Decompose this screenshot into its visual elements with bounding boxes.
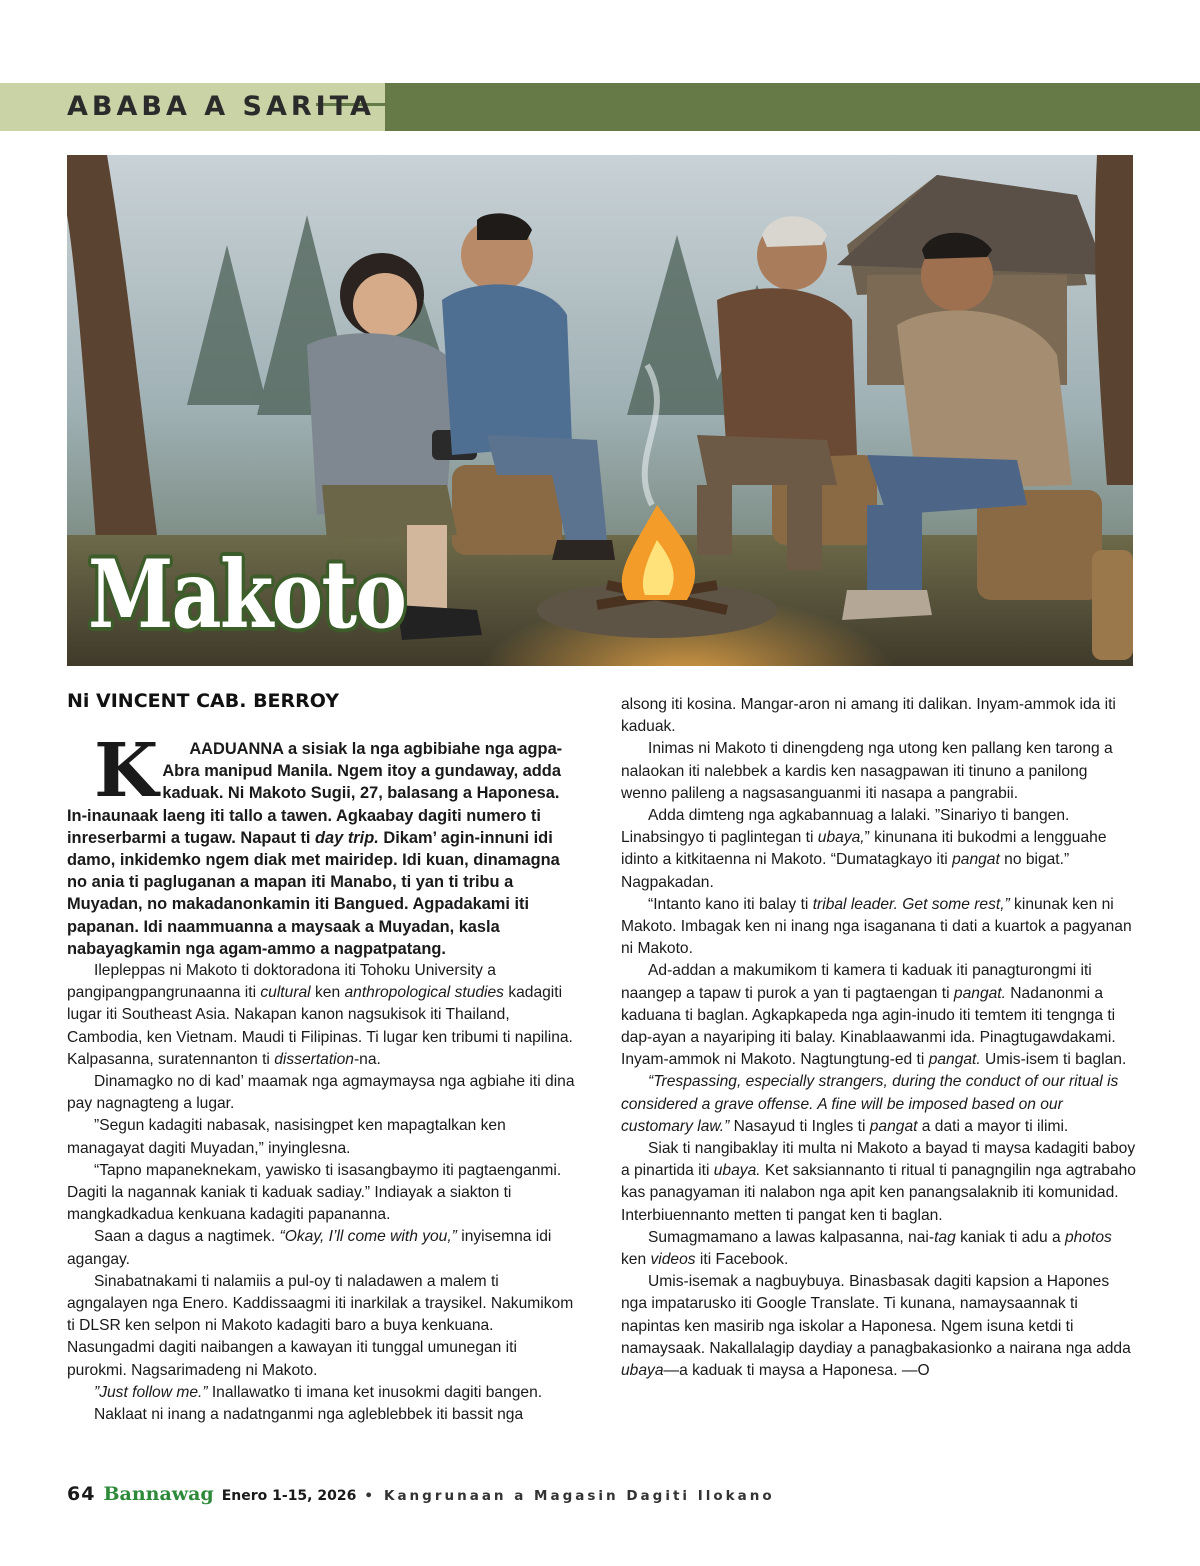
- lead-text-cont: Dikam’ agin-innuni idi damo, inkidemko ngem diak met mairidep. Idi kuan, dinamagna no ania ti pagluganan a mapan iti Manabo, ti yan ti tribu a Muyadan, no makadanonkamin iti Bangued. Agpadakami iti papanan. Idi naammuanna a maysaak a Muyadan, kasla nabayagkamin nga agam-ammo a nagpatpatang.: [67, 828, 560, 958]
- magazine-name: Bannawag: [103, 1483, 214, 1505]
- body-paragraph: ”Just follow me.” Inallawatko ti imana ket inusokmi dagiti bangen.: [94, 1383, 543, 1401]
- body-paragraph: Dinamagko no di kad’ maamak nga agmaymaysa nga agbiahe iti dina pay nagnagteng a lugar.: [67, 1073, 575, 1113]
- issue-date: Enero 1-15, 2026: [221, 1488, 357, 1504]
- section-title: ABABA A SARITA: [67, 91, 375, 122]
- byline: Ni VINCENT CAB. BERROY: [67, 690, 340, 712]
- body-paragraph: Sumagmamano a lawas kalpasanna, nai-tag kaniak ti adu a photos ken videos iti Facebook.: [621, 1228, 1112, 1269]
- body-paragraph: Adda dimteng nga agkabannuag a lalaki. ”Sinariyo ti bangen. Linabsingyo ti paglintegan ti ubaya,” kinunana iti bukodmi a lengguahe idinto a kitkitaenna ni Makoto. “Dumatagkayo iti pangat no bigat.” Nagpakadan.: [621, 807, 1107, 891]
- drop-cap: K: [94, 728, 159, 814]
- story-title: Makoto: [88, 540, 406, 650]
- magazine-tagline: Kangrunaan a Magasin Dagiti Ilokano: [383, 1488, 775, 1504]
- body-paragraph: alsong iti kosina. Mangar-aron ni amang iti dalikan. Inyam-ammok ida iti kaduak.: [621, 696, 1116, 736]
- body-paragraph: Siak ti nangibaklay iti multa ni Makoto a bayad ti maysa kadagiti baboy a pinartida iti ubaya. Ket saksiannanto ti ritual ti panagngilin nga agtrabaho kas panagyaman iti nalabon nga apit ken panangsalaknib iti komunidad. Interbiuennanto metten ti pangat ken ti baglan.: [621, 1140, 1136, 1224]
- body-paragraph: Ilepleppas ni Makoto ti doktoradona iti Tohoku University a pangipangpangrunaanna iti cultural ken anthropological studies kadagiti lugar iti Southeast Asia. Nakapan kanon nagsukisok iti Thailand, Cambodia, ken Vietnam. Maudi ti Filipinas. Ti lugar ken tribumi ti napilina. Kalpasanna, suratennanton ti dissertation-na.: [67, 962, 573, 1068]
- section-bar-dark: [385, 83, 1200, 131]
- section-header-bar: [0, 83, 1200, 131]
- article-column-2: [621, 694, 1136, 1382]
- body-paragraph: Saan a dagus a nagtimek. “Okay, I’ll come with you,” inyisemna idi agangay.: [67, 1228, 552, 1268]
- lead-italic: day trip.: [315, 828, 379, 847]
- body-paragraph: “Tapno mapaneknekam, yawisko ti isasangbaymo iti pagtaenganmi. Dagiti la nagannak kaniak ti kaduak sadiay.” Indiayak a siakton ti mangkadkadua kenkuana kadagiti papananna.: [67, 1161, 562, 1224]
- body-paragraph: “Trespassing, especially strangers, during the conduct of our ritual is considered a grave offense. A fine will be imposed based on our customary law.” Nasayud ti Ingles ti pangat a dati a mayor ti ilimi.: [621, 1073, 1119, 1135]
- body-paragraph: Ad-addan a makumikom ti kamera ti kaduak iti panagturongmi iti naangep a tapaw ti purok a yan ti pagtaengan ti pangat. Nadanonmi a kaduana ti baglan. Agkapkapeda nga agin-inudo iti temtem iti tengnga ti dap-ayan a nayariping iti balay. Kinablaawanmi ida. Pinagtugawdakami. Inyam-ammok ni Makoto. Nagtungtung-ed ti pangat. Umis-isem ti baglan.: [621, 962, 1127, 1069]
- body-paragraph: “Intanto kano iti balay ti tribal leader. Get some rest,” kinunak ken ni Makoto. Imbagak ken ni inang nga isaganana ti dati a kuartok a pagyanan ni Makoto.: [621, 895, 1132, 958]
- body-paragraph: Sinabatnakami ti nalamiis a pul-oy ti naladawen a malem ti agngalayen nga Enero. Kaddissaagmi iti inarkilak a traysikel. Nakumikom ti DLSR ken selpon ni Makoto kadagiti baro a buya kenkuana. Nasungadmi dagiti naibangen a kawayan iti tunggal umunegan iti purokmi. Nagsarimadeng ni Makoto.: [67, 1272, 574, 1379]
- body-paragraph: Umis-isemak a nagbuybuya. Binasbasak dagiti kapsion a Hapones nga impatarusko iti Google Translate. Ti kunana, namaysaannak ti napintas ken masirib nga iskolar a Haponesa. Ngem isuna ketdi ti namaysaak. Nakallalagip daydiay a panagbakasionko a nairana nga adda ubaya—a kaduak ti maysa a Haponesa. —O: [621, 1273, 1131, 1380]
- body-paragraph: Naklaat ni inang a nadatnganmi nga agleblebbek iti bassit nga: [94, 1406, 524, 1424]
- body-paragraph: Inimas ni Makoto ti dinengdeng nga utong ken pallang ken tarong a nalaokan iti nalebbek a kardis ken nasagpawan iti tinuno a panilong wenno palileng a nagsasanguanmi iti nasapa a pangrabii.: [621, 740, 1113, 802]
- footer-separator: •: [364, 1488, 376, 1504]
- page-footer: [67, 1483, 775, 1505]
- article-column-1: [67, 728, 577, 1426]
- body-paragraph: ”Segun kadagiti nabasak, nasisingpet ken mapagtalkan ken managayat dagiti Muyadan,” inyinglesna.: [67, 1117, 506, 1157]
- lead-paragraph: [67, 728, 577, 960]
- lead-text: AADUANNA a sisiak la nga agbibiahe nga agpa-Abra manipud Manila. Ngem itoy a gundaway, adda kaduak. Ni Makoto Sugii, 27, balasang a Haponesa. In-inaunaak laeng iti tallo a tawen. Agkaabay dagiti numero ti inreserbarmi a tugaw. Napaut ti: [67, 740, 563, 847]
- page-number: 64: [67, 1483, 96, 1505]
